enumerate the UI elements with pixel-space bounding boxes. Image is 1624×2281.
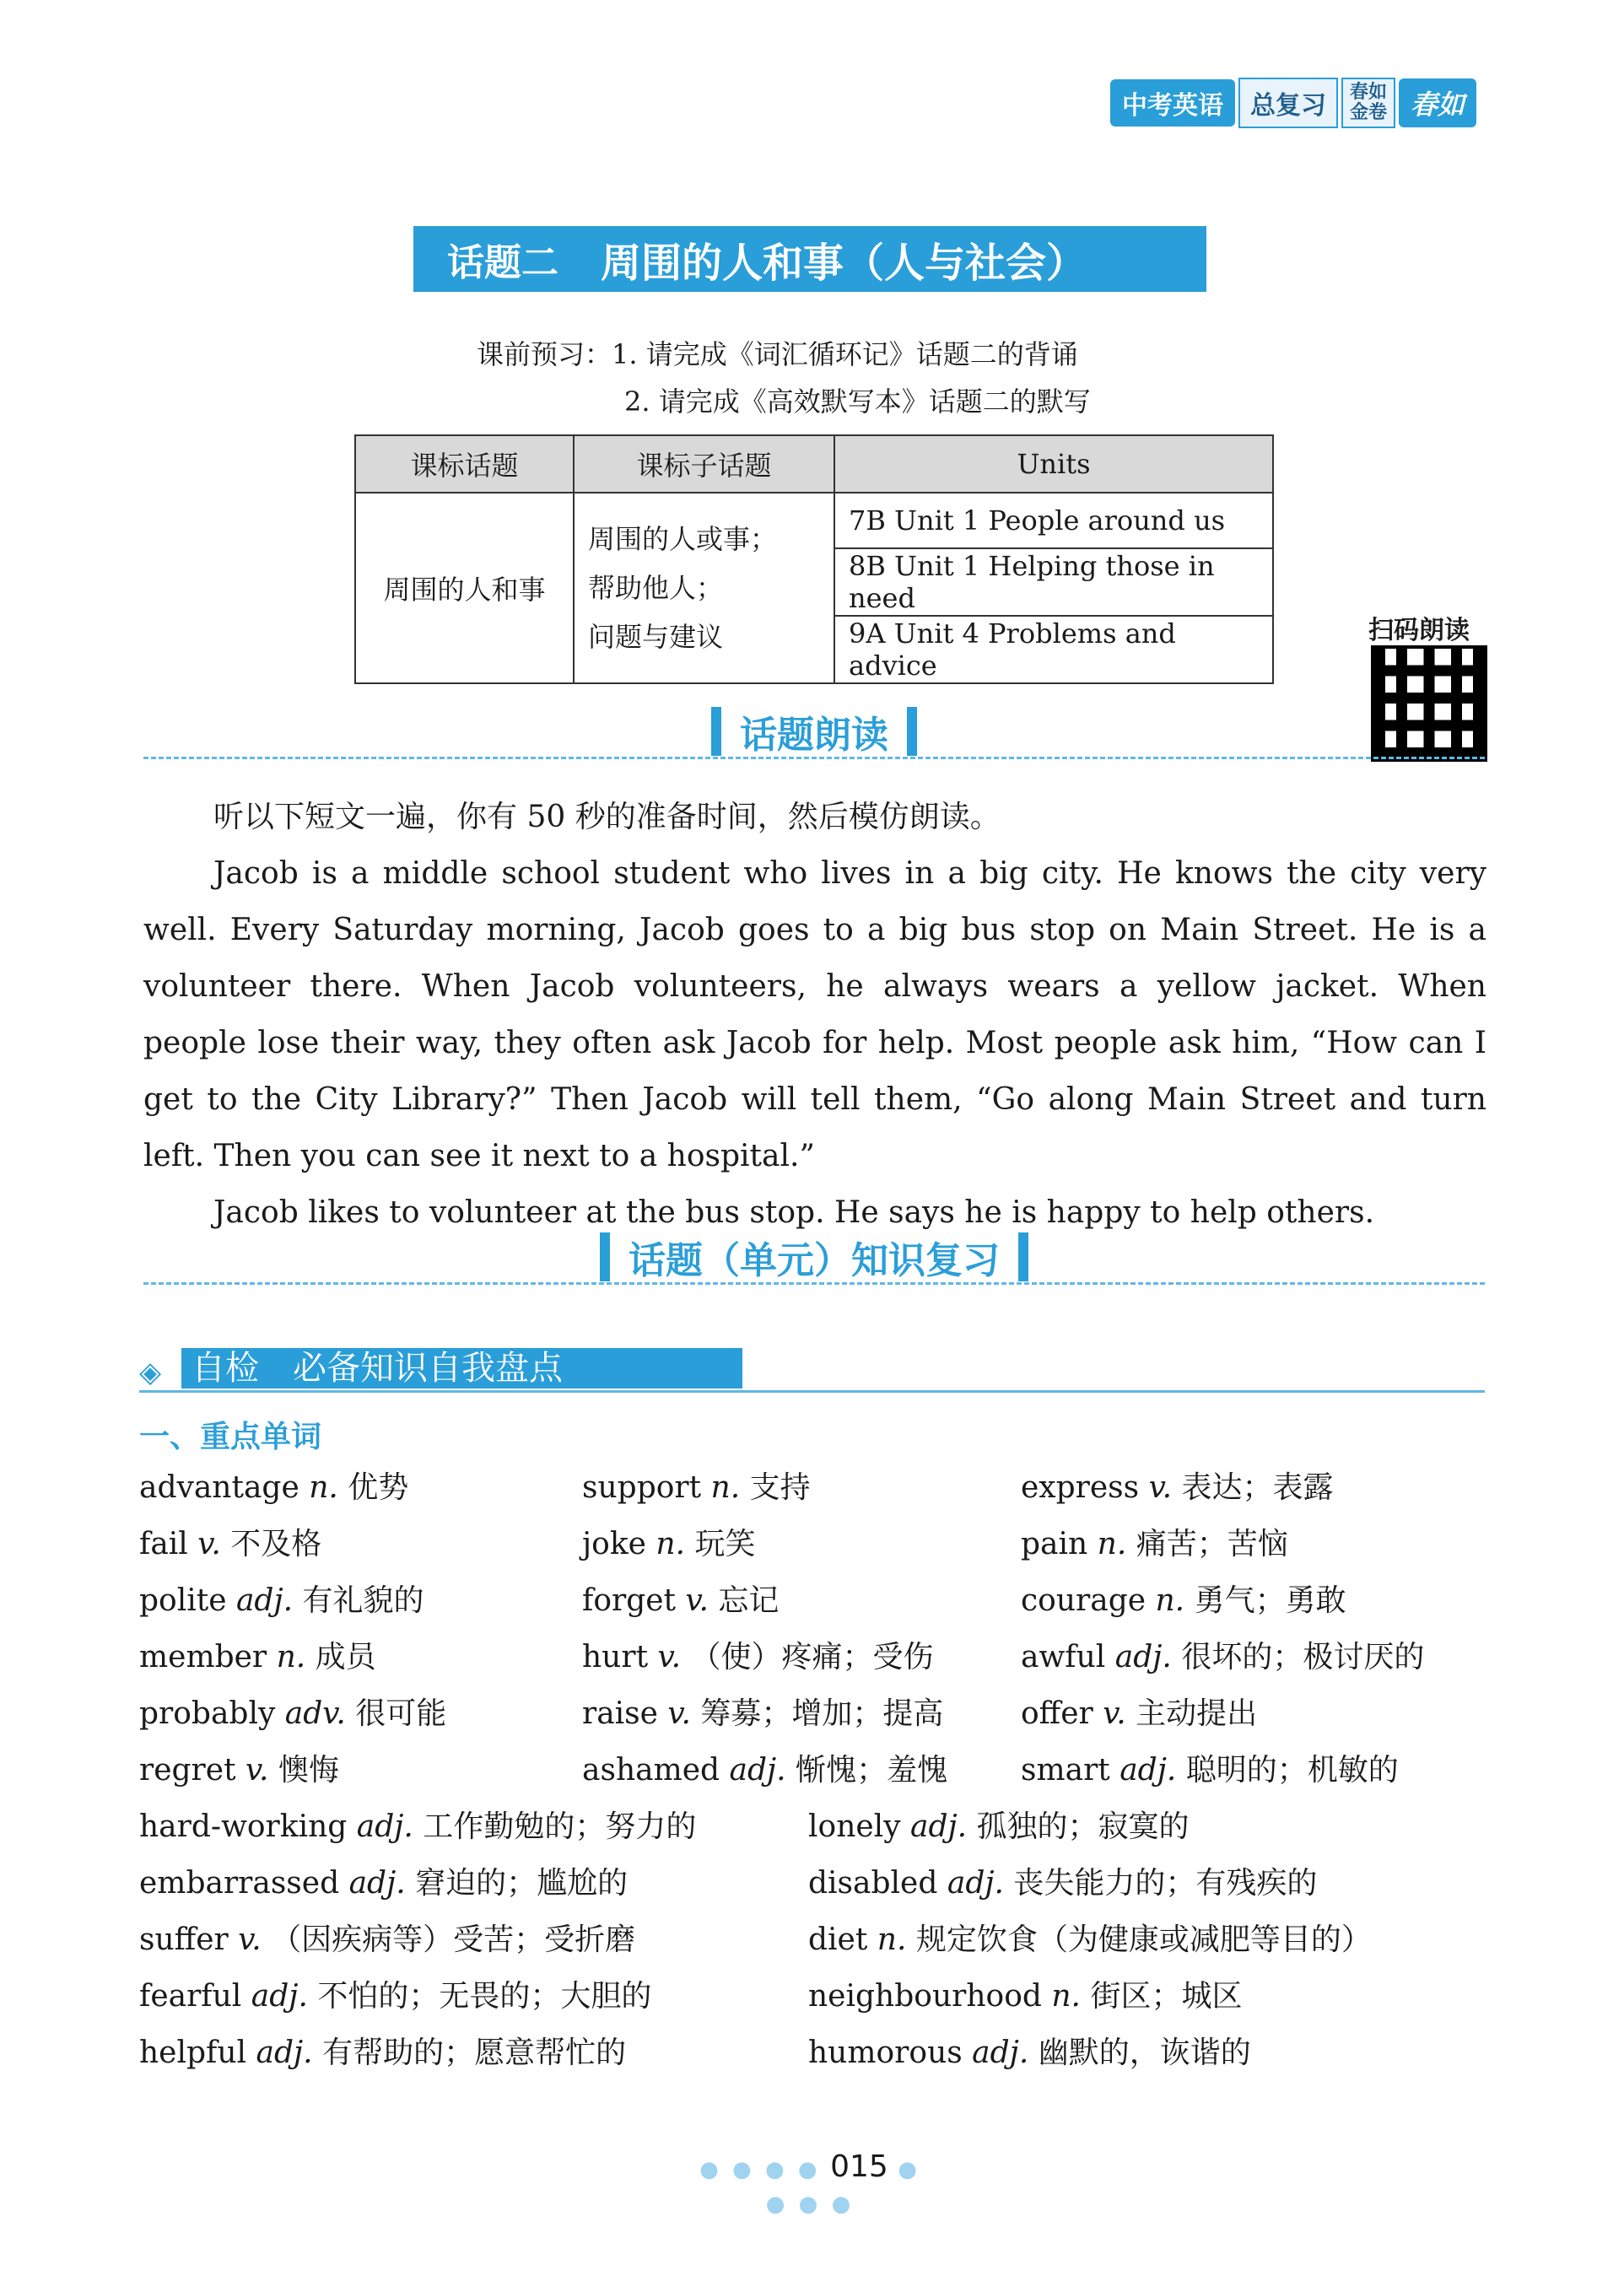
reading-passage (143, 789, 1486, 1241)
heading-bar-icon (711, 707, 721, 756)
grid-diamond-icon: ◈ (139, 1356, 162, 1389)
vocab-entry (139, 2029, 626, 2072)
vocab-pos: n. (877, 1922, 916, 1957)
vocab-word: raise (582, 1696, 668, 1731)
vocab-entry (139, 1859, 628, 1902)
section-heading-reading: 话题朗读 (143, 704, 1485, 759)
vocab-meaning: （使）疼痛；受伤 (690, 1640, 934, 1674)
vocab-pos: adj. (356, 1809, 424, 1844)
vocab-row (139, 1577, 1489, 1633)
vocab-pos: adj. (729, 1753, 796, 1788)
preview-instructions (477, 331, 1091, 425)
vocab-word: lonely (808, 1809, 910, 1844)
vocab-entry (808, 1972, 1242, 2015)
heading-bar-icon (907, 707, 917, 756)
vocab-entry (582, 1633, 933, 1676)
vocab-word: advantage (139, 1470, 310, 1505)
dots-icon: ● ● ● ● (699, 2157, 821, 2182)
vocab-meaning: 幽默的，诙谐的 (1038, 2036, 1251, 2070)
vocab-pos: adj. (1120, 1753, 1186, 1788)
vocab-entry (808, 2029, 1251, 2072)
vocab-pos: v. (685, 1583, 719, 1618)
vocab-word: regret (139, 1753, 245, 1788)
vocab-pos: n. (656, 1527, 695, 1561)
vocab-word: polite (139, 1583, 236, 1618)
vocab-entry (139, 1464, 408, 1507)
table-unit-cell: 9A Unit 4 Problems and advice (834, 616, 1273, 683)
vocab-meaning: 表达；表露 (1181, 1470, 1334, 1505)
vocab-meaning: 很坏的；极讨厌的 (1181, 1640, 1425, 1674)
passage-paragraph-2: Jacob likes to volunteer at the bus stop. He says he is happy to help others. (213, 1195, 1375, 1230)
vocab-pos: v. (245, 1753, 278, 1788)
vocab-pos: v. (657, 1640, 691, 1674)
preview-line-1: 课前预习：1. 请完成《词汇循环记》话题二的背诵 (477, 338, 1078, 370)
vocab-entry (1021, 1464, 1334, 1507)
vocab-pos: n. (1155, 1583, 1195, 1618)
passage-paragraph-1: Jacob is a middle school student who lives in a big city. He knows the city very well. Every Saturday morning, Jacob goes to a big bus stop on Main Street. He is a volunteer there. When Jacob volunteers, he always wears a yellow jacket. When people lose their way, they often ask Jacob for help. Most people ask him, “How can I get to the City Library?” Then Jacob will tell them, “Go along Main Street and turn left. Then you can see it next to a hospital.” (143, 856, 1486, 1173)
preview-line-2: 2. 请完成《高效默写本》话题二的默写 (624, 386, 1091, 418)
vocab-word: humorous (808, 2036, 973, 2070)
vocab-row (139, 1633, 1489, 1690)
vocab-word: pain (1021, 1527, 1098, 1561)
vocab-pos: adj. (972, 2036, 1039, 2070)
dots-icon: ● ● ● ● (765, 2157, 920, 2217)
vocab-word: courage (1021, 1583, 1156, 1618)
vocab-row (139, 1803, 1489, 1859)
vocab-word: ashamed (582, 1753, 730, 1788)
vocab-pos: n. (1051, 1979, 1091, 2014)
vocab-entry (139, 1690, 446, 1733)
self-check-label: 自检 必备知识自我盘点 (181, 1348, 742, 1389)
vocab-row (139, 1746, 1489, 1803)
vocab-word: helpful (139, 2036, 256, 2070)
vocab-pos: v. (1148, 1470, 1182, 1505)
vocab-word: probably (139, 1696, 285, 1731)
vocab-meaning: 街区；城区 (1090, 1979, 1243, 2014)
vocab-row (139, 1859, 1489, 1916)
vocab-entry (582, 1690, 943, 1733)
vocab-pos: n. (1097, 1527, 1136, 1561)
vocab-pos: adj. (909, 1809, 977, 1844)
brand-badge (1110, 76, 1476, 130)
vocab-row (139, 1972, 1489, 2029)
vocab-meaning: 规定饮食（为健康或减肥等目的） (915, 1922, 1372, 1957)
units-table (354, 434, 1274, 684)
vocab-entry (139, 1633, 376, 1676)
table-unit-cell: 8B Unit 1 Helping those in need (834, 548, 1273, 616)
vocab-entry (1021, 1690, 1257, 1733)
vocab-entry (139, 1520, 321, 1563)
vocab-meaning: 丧失能力的；有残疾的 (1013, 1866, 1318, 1901)
brand-review: 总复习 (1238, 78, 1338, 128)
table-header-subtopic: 课标子话题 (574, 435, 834, 493)
vocab-meaning: 优势 (348, 1470, 409, 1505)
vocab-meaning: 懊悔 (278, 1753, 339, 1788)
vocab-entry (139, 1577, 424, 1620)
table-topic-cell: 周围的人和事 (355, 493, 574, 683)
vocab-word: awful (1021, 1640, 1115, 1674)
vocab-meaning: 不怕的；无畏的；大胆的 (317, 1979, 652, 2014)
vocab-word: support (582, 1470, 711, 1505)
table-header-topic: 课标话题 (355, 435, 574, 493)
vocab-meaning: 成员 (315, 1640, 376, 1674)
vocab-meaning: 有帮助的；愿意帮忙的 (322, 2036, 627, 2070)
vocab-entry (808, 1859, 1317, 1902)
table-unit-cell: 7B Unit 1 People around us (834, 493, 1273, 548)
vocab-meaning: 孤独的；寂寞的 (976, 1809, 1190, 1844)
vocab-word: embarrassed (139, 1866, 349, 1901)
vocab-entry (1021, 1577, 1346, 1620)
vocab-entry (139, 1803, 696, 1846)
page-number: ● ● ● ● 015 ● ● ● ● (699, 2149, 920, 2217)
section-heading-review: 话题（单元）知识复习 (143, 1230, 1485, 1285)
vocab-word: neighbourhood (808, 1979, 1052, 2014)
vocab-pos: adj. (947, 1866, 1014, 1901)
vocab-row (139, 1690, 1489, 1746)
vocab-word: disabled (808, 1866, 947, 1901)
vocab-meaning: 窘迫的；尴尬的 (415, 1866, 629, 1901)
vocab-meaning: 工作勤勉的；努力的 (423, 1809, 697, 1844)
table-subtopic-cell: 周围的人或事； 帮助他人； 问题与建议 (574, 493, 834, 683)
vocab-entry (1021, 1633, 1424, 1676)
vocab-pos: n. (276, 1640, 316, 1674)
vocab-entry (139, 1972, 651, 2015)
vocab-pos: adj. (235, 1583, 303, 1618)
vocab-meaning: （因疾病等）受苦；受折磨 (271, 1922, 636, 1957)
vocab-row (139, 2029, 1489, 2085)
passage-instruction: 听以下短文一遍，你有 50 秒的准备时间，然后模仿朗读。 (213, 800, 1001, 834)
vocab-word: suffer (139, 1922, 239, 1957)
vocab-entry (582, 1520, 756, 1563)
vocab-pos: v. (238, 1922, 272, 1957)
self-check-bar (139, 1348, 1485, 1393)
vocab-word: express (1021, 1470, 1149, 1505)
vocab-pos: adj. (256, 2036, 323, 2070)
vocab-pos: adj. (348, 1866, 416, 1901)
heading-bar-icon (1018, 1232, 1028, 1281)
key-words-heading: 一、重点单词 (139, 1420, 322, 1454)
vocab-meaning: 不及格 (230, 1527, 322, 1561)
brand-logo-text: 春如 金卷 (1341, 78, 1395, 128)
vocab-word: smart (1021, 1753, 1120, 1788)
topic-title: 周围的人和事（人与社会） (601, 239, 1087, 287)
vocab-pos: adj. (1114, 1640, 1182, 1674)
vocab-meaning: 玩笑 (694, 1527, 756, 1561)
vocab-entry (582, 1464, 811, 1507)
vocab-row (139, 1520, 1489, 1577)
vocabulary-list (139, 1464, 1489, 2085)
qr-label: 扫码朗读 (1368, 616, 1470, 645)
vocab-word: forget (582, 1583, 686, 1618)
vocab-word: hurt (582, 1640, 658, 1674)
vocab-meaning: 惭愧；羞愧 (796, 1753, 948, 1788)
vocab-row (139, 1464, 1489, 1520)
vocab-pos: adv. (284, 1696, 356, 1731)
vocab-entry (808, 1803, 1190, 1846)
vocab-entry (1021, 1520, 1288, 1563)
vocab-pos: adj. (251, 1979, 318, 2014)
vocab-meaning: 勇气；勇敢 (1194, 1583, 1346, 1618)
vocab-pos: v. (1103, 1696, 1136, 1731)
vocab-meaning: 痛苦；苦恼 (1136, 1527, 1288, 1561)
vocab-entry (582, 1746, 947, 1789)
vocab-word: fail (139, 1527, 198, 1561)
vocab-entry (1021, 1746, 1399, 1789)
vocab-meaning: 支持 (749, 1470, 811, 1505)
vocab-word: hard-working (139, 1809, 357, 1844)
vocab-meaning: 聪明的；机敏的 (1185, 1753, 1399, 1788)
vocab-meaning: 筹募；增加；提高 (700, 1696, 944, 1731)
vocab-entry (139, 1746, 339, 1789)
vocab-entry (139, 1916, 635, 1959)
vocab-pos: n. (710, 1470, 750, 1505)
vocab-word: member (139, 1640, 277, 1674)
topic-banner (413, 226, 1206, 292)
vocab-word: offer (1021, 1696, 1103, 1731)
vocab-row (139, 1916, 1489, 1972)
vocab-meaning: 忘记 (718, 1583, 780, 1618)
topic-tag: 话题二 (447, 241, 558, 284)
vocab-entry (582, 1577, 779, 1620)
vocab-pos: v. (667, 1696, 701, 1731)
vocab-meaning: 主动提出 (1136, 1696, 1258, 1731)
brand-series: 中考英语 (1110, 79, 1235, 127)
vocab-meaning: 有礼貌的 (302, 1583, 424, 1618)
brand-logo: 春如 (1399, 78, 1476, 127)
vocab-pos: n. (309, 1470, 348, 1505)
vocab-meaning: 很可能 (355, 1696, 447, 1731)
vocab-entry (808, 1916, 1372, 1959)
heading-bar-icon (600, 1232, 610, 1281)
vocab-word: fearful (139, 1979, 251, 2014)
table-header-units: Units (834, 435, 1273, 493)
vocab-word: diet (808, 1922, 877, 1957)
vocab-pos: v. (197, 1527, 231, 1561)
vocab-word: joke (582, 1527, 656, 1561)
